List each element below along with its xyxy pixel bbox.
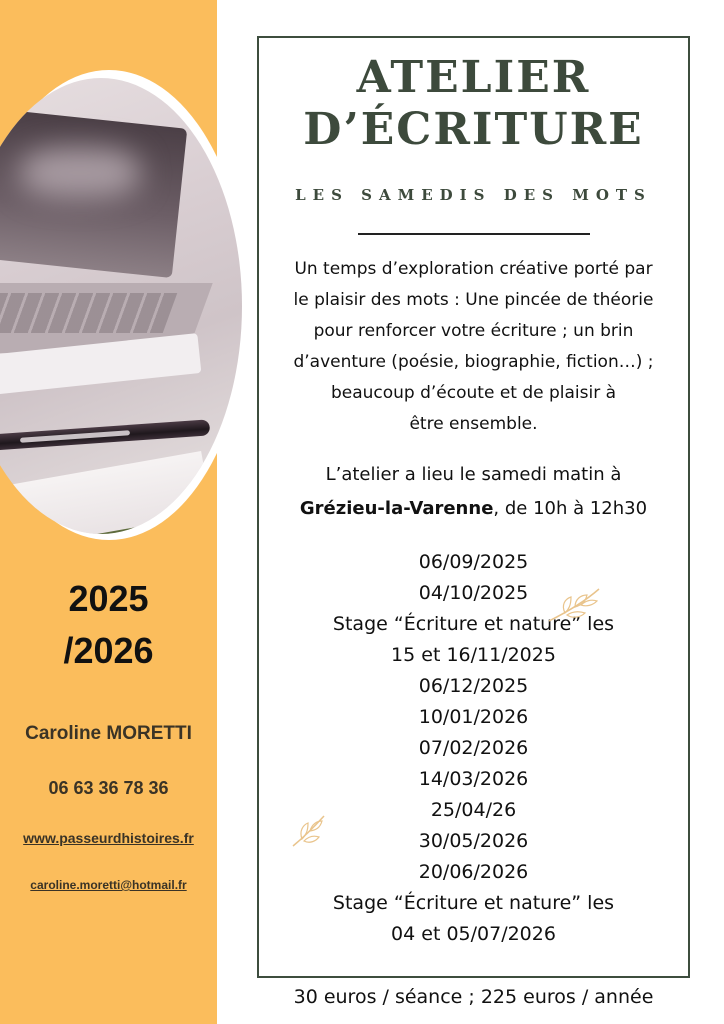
author-name: Caroline MORETTI xyxy=(25,723,192,744)
location-time: , de 10h à 12h30 xyxy=(493,498,648,519)
intro-line: pour renforcer votre écriture ; un brin xyxy=(313,321,634,341)
email-link[interactable]: caroline.moretti@hotmail.fr xyxy=(30,878,187,892)
leaf-sprig-icon xyxy=(290,813,328,849)
date-item: 15 et 16/11/2025 xyxy=(391,644,556,666)
date-item: 20/06/2026 xyxy=(418,861,529,883)
laptop-keys xyxy=(0,293,177,333)
intro-line: être ensemble. xyxy=(409,414,538,434)
intro-paragraph xyxy=(262,254,685,440)
date-item: 14/03/2026 xyxy=(418,768,529,790)
leaf-sprig-icon xyxy=(545,585,603,625)
date-item: 04 et 05/07/2026 xyxy=(391,923,556,945)
intro-line: beaucoup d’écoute et de plaisir à xyxy=(330,383,617,403)
date-item: 06/12/2025 xyxy=(418,675,529,697)
title-divider xyxy=(358,233,590,235)
subtitle: LES SAMEDIS DES MOTS xyxy=(295,186,652,204)
title-line-1: ATELIER xyxy=(356,52,591,103)
website-link[interactable]: www.passeurdhistoires.fr xyxy=(23,830,194,846)
intro-line: Un temps d’exploration créative porté par xyxy=(294,259,653,279)
date-item: 07/02/2026 xyxy=(418,737,529,759)
year-line-2: /2026 xyxy=(63,630,154,671)
title-line-2: D’ÉCRITURE xyxy=(303,104,644,155)
location-paragraph xyxy=(262,458,685,526)
date-item: 25/04/26 xyxy=(430,799,517,821)
date-item: 10/01/2026 xyxy=(418,706,529,728)
laptop-screen-glow xyxy=(20,148,140,198)
date-item: 06/09/2025 xyxy=(418,551,529,573)
date-item: 30/05/2026 xyxy=(418,830,529,852)
location-town: Grézieu-la-Varenne xyxy=(299,498,494,519)
price-line: 30 euros / séance ; 225 euros / année xyxy=(293,986,654,1008)
intro-line: le plaisir des mots : Une pincée de théorie xyxy=(293,290,654,310)
year-line-1: 2025 xyxy=(68,578,149,619)
date-item: 04/10/2025 xyxy=(418,582,529,604)
location-line: L’atelier a lieu le samedi matin à xyxy=(325,464,622,485)
phone-number: 06 63 36 78 36 xyxy=(48,778,169,798)
date-item: Stage “Écriture et nature” les xyxy=(332,892,615,914)
location-line-2 xyxy=(262,492,685,526)
date-item: Stage “Écriture et nature” les xyxy=(332,613,615,635)
intro-line: d’aventure (poésie, biographie, fiction…) ; xyxy=(293,352,654,372)
